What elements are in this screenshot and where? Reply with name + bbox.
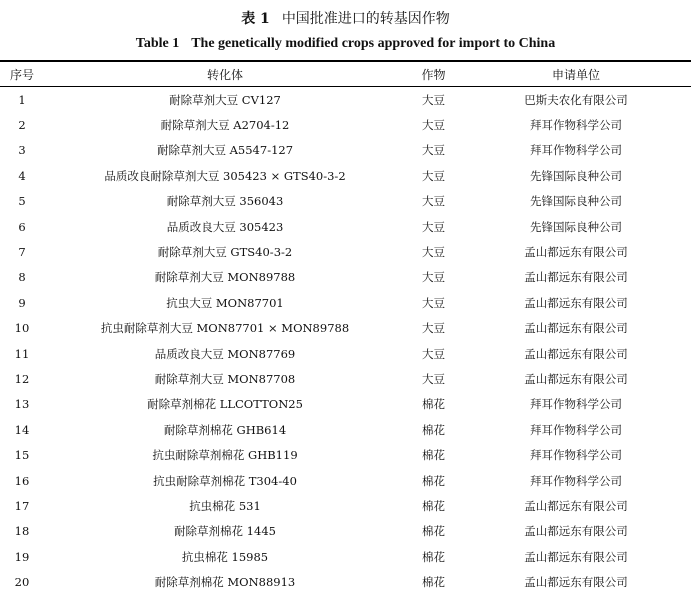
header-applicant: 申请单位 xyxy=(551,68,600,82)
cell-event: 抗虫耐除草剂大豆 MON87701 × MON89788 xyxy=(100,321,350,336)
cell-number: 7 xyxy=(18,245,26,260)
cell-applicant: 孟山都远东有限公司 xyxy=(524,321,628,336)
header-number: 序号 xyxy=(9,68,34,82)
cell-applicant: 孟山都远东有限公司 xyxy=(524,498,628,513)
table-row xyxy=(0,239,691,264)
cell-applicant: 孟山都远东有限公司 xyxy=(524,524,628,539)
cell-applicant: 孟山都远东有限公司 xyxy=(524,575,628,590)
table-title-english xyxy=(0,35,691,53)
cell-number: 6 xyxy=(18,219,26,234)
cell-number: 13 xyxy=(14,397,30,412)
cell-number: 3 xyxy=(18,143,26,158)
cell-crop: 大豆 xyxy=(422,321,445,336)
table-caption-english: The genetically modified crops approved for import to China xyxy=(191,36,556,51)
table-row xyxy=(0,87,691,112)
header-event: 转化体 xyxy=(206,68,243,82)
table-header-row xyxy=(0,62,691,87)
header-crop: 作物 xyxy=(421,68,446,82)
cell-number: 2 xyxy=(18,118,26,133)
cell-crop: 棉花 xyxy=(422,473,445,488)
table-row xyxy=(0,468,691,493)
cell-crop: 大豆 xyxy=(422,92,445,107)
table-caption-chinese: 中国批准进口的转基因作物 xyxy=(281,11,450,27)
cell-crop: 大豆 xyxy=(422,371,445,386)
cell-event: 抗虫大豆 MON87701 xyxy=(166,295,284,310)
cell-number: 14 xyxy=(14,422,30,437)
cell-event: 耐除草剂大豆 A2704-12 xyxy=(160,118,290,133)
cell-number: 10 xyxy=(14,321,30,336)
table-row xyxy=(0,569,691,594)
cell-crop: 棉花 xyxy=(422,549,445,564)
cell-event: 耐除草剂棉花 GHB614 xyxy=(163,422,287,437)
cell-number: 11 xyxy=(14,346,30,361)
cell-event: 耐除草剂大豆 MON87708 xyxy=(154,371,296,386)
table-number-english: Table 1 xyxy=(135,36,180,51)
table-row xyxy=(0,341,691,366)
cell-applicant: 拜耳作物科学公司 xyxy=(530,118,622,133)
cell-applicant: 孟山都远东有限公司 xyxy=(524,371,628,386)
cell-crop: 棉花 xyxy=(422,448,445,463)
cell-crop: 大豆 xyxy=(422,270,445,285)
cell-applicant: 拜耳作物科学公司 xyxy=(530,448,622,463)
table-row xyxy=(0,189,691,214)
table-row xyxy=(0,112,691,137)
cell-crop: 棉花 xyxy=(422,575,445,590)
cell-crop: 大豆 xyxy=(422,295,445,310)
cell-event: 耐除草剂棉花 LLCOTTON25 xyxy=(147,397,303,412)
cell-applicant: 孟山都远东有限公司 xyxy=(524,295,628,310)
cell-crop: 大豆 xyxy=(422,118,445,133)
table-row xyxy=(0,493,691,518)
cell-number: 18 xyxy=(14,524,30,539)
cell-crop: 棉花 xyxy=(422,397,445,412)
cell-crop: 棉花 xyxy=(422,524,445,539)
table-row xyxy=(0,265,691,290)
cell-crop: 大豆 xyxy=(422,219,445,234)
table-row xyxy=(0,392,691,417)
cell-number: 4 xyxy=(18,168,26,183)
cell-number: 12 xyxy=(14,371,30,386)
cell-crop: 大豆 xyxy=(422,245,445,260)
table-title-chinese xyxy=(0,10,691,28)
cell-event: 耐除草剂大豆 356043 xyxy=(166,194,284,209)
table-row xyxy=(0,366,691,391)
cell-crop: 大豆 xyxy=(422,346,445,361)
cell-event: 品质改良大豆 305423 xyxy=(166,219,284,234)
cell-event: 耐除草剂棉花 1445 xyxy=(174,524,276,539)
cell-crop: 大豆 xyxy=(422,194,445,209)
cell-event: 抗虫耐除草剂棉花 GHB119 xyxy=(152,448,298,463)
cell-event: 耐除草剂大豆 MON89788 xyxy=(154,270,296,285)
table-row xyxy=(0,214,691,239)
cell-event: 抗虫耐除草剂棉花 T304-40 xyxy=(153,473,297,488)
cell-number: 9 xyxy=(18,295,26,310)
cell-applicant: 孟山都远东有限公司 xyxy=(524,270,628,285)
cell-number: 5 xyxy=(18,194,26,209)
cell-crop: 大豆 xyxy=(422,168,445,183)
table-row xyxy=(0,316,691,341)
cell-event: 耐除草剂大豆 CV127 xyxy=(169,92,281,107)
cell-event: 耐除草剂棉花 MON88913 xyxy=(154,575,296,590)
cell-applicant: 孟山都远东有限公司 xyxy=(524,245,628,260)
cell-applicant: 拜耳作物科学公司 xyxy=(530,143,622,158)
cell-applicant: 拜耳作物科学公司 xyxy=(530,397,622,412)
cell-event: 抗虫棉花 531 xyxy=(189,498,261,513)
cell-applicant: 先锋国际良种公司 xyxy=(530,194,622,209)
cell-number: 1 xyxy=(18,92,26,107)
table-row xyxy=(0,290,691,315)
cell-crop: 棉花 xyxy=(422,498,445,513)
cell-event: 品质改良大豆 MON87769 xyxy=(154,346,296,361)
table-row xyxy=(0,519,691,544)
cell-applicant: 巴斯夫农化有限公司 xyxy=(524,92,628,107)
table-body xyxy=(0,87,691,595)
cell-number: 20 xyxy=(14,575,30,590)
table-row xyxy=(0,417,691,442)
cell-event: 耐除草剂大豆 GTS40-3-2 xyxy=(157,245,293,260)
cell-number: 15 xyxy=(14,448,30,463)
cell-event: 耐除草剂大豆 A5547-127 xyxy=(156,143,294,158)
cell-crop: 棉花 xyxy=(422,422,445,437)
table-row xyxy=(0,138,691,163)
gm-crops-table xyxy=(0,62,691,595)
cell-number: 16 xyxy=(14,473,30,488)
cell-applicant: 拜耳作物科学公司 xyxy=(530,473,622,488)
cell-applicant: 孟山都远东有限公司 xyxy=(524,346,628,361)
cell-event: 品质改良耐除草剂大豆 305423 × GTS40-3-2 xyxy=(104,168,346,183)
cell-applicant: 孟山都远东有限公司 xyxy=(524,549,628,564)
table-row xyxy=(0,544,691,569)
cell-applicant: 先锋国际良种公司 xyxy=(530,219,622,234)
cell-applicant: 拜耳作物科学公司 xyxy=(530,422,622,437)
cell-number: 17 xyxy=(14,498,30,513)
cell-number: 8 xyxy=(18,270,26,285)
table-number-chinese: 表 1 xyxy=(241,11,270,27)
cell-applicant: 先锋国际良种公司 xyxy=(530,168,622,183)
table-row xyxy=(0,442,691,467)
cell-event: 抗虫棉花 15985 xyxy=(181,549,269,564)
table-row xyxy=(0,163,691,188)
cell-crop: 大豆 xyxy=(422,143,445,158)
cell-number: 19 xyxy=(14,549,30,564)
